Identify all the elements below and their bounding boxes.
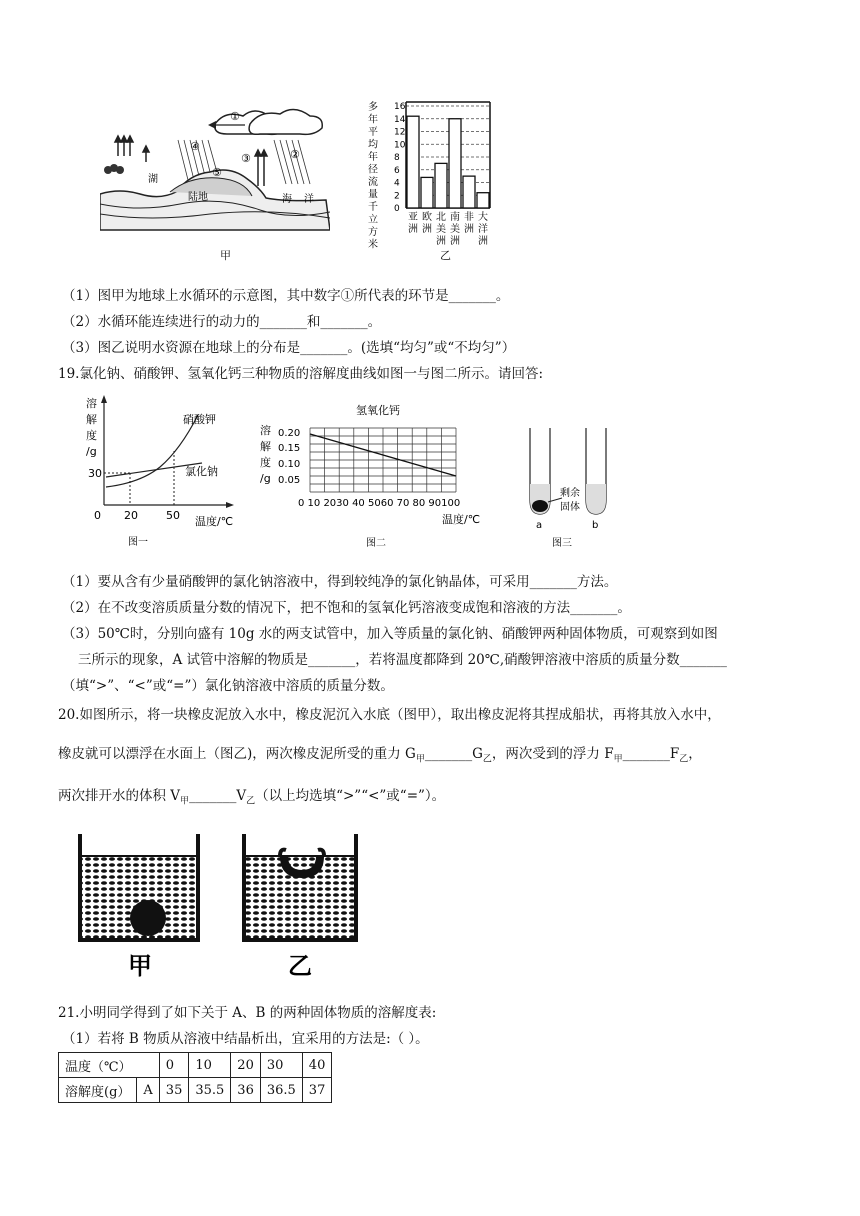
x-tick-label: 亚 <box>408 212 418 223</box>
y-tick-label: 6 <box>394 165 400 176</box>
q19-part2: （2）在不改变溶质质量分数的情况下，把不饱和的氢氧化钙溶液变成饱和溶液的方法_______。 <box>62 600 631 616</box>
label-5: ⑤ <box>212 166 222 179</box>
fig2-xlabel: 温度/℃ <box>442 513 481 526</box>
y-tick-label: 0 <box>394 204 400 214</box>
y-tick-label: 16 <box>394 102 406 112</box>
table-cell: 40 <box>302 1053 332 1078</box>
fig2-ylabel-3: 度 <box>260 456 271 469</box>
ylabel-char: 平 <box>368 127 378 138</box>
q19-stem: 19.氯化钠、硝酸钾、氢氧化钙三种物质的溶解度曲线如图一与图二所示。请回答: <box>58 366 544 382</box>
residue-label-1: 剩余 <box>560 488 580 499</box>
x-tick-label: 美 <box>450 224 460 235</box>
x-tick-label: 非 <box>464 212 474 223</box>
fig1-xlabel: 温度/℃ <box>195 515 234 528</box>
table-row <box>59 1078 332 1103</box>
x-tick-label: 欧 <box>422 212 432 223</box>
bar <box>477 193 489 208</box>
fig2-title: 氢氧化钙 <box>356 404 400 417</box>
table-cell: 36.5 <box>260 1078 302 1103</box>
q18-part3: （3）图乙说明水资源在地球上的分布是_______。(选填“均匀”或“不均匀”） <box>62 340 516 356</box>
fig1-ylabel-2: 解 <box>86 413 97 426</box>
q21-stem: 21.小明同学得到了如下关于 A、B 的两种固体物质的溶解度表: <box>58 1005 437 1021</box>
table-cell: 36 <box>231 1078 261 1103</box>
y-tick-label: 14 <box>394 114 406 125</box>
table-cell: 溶解度(g） <box>59 1078 137 1103</box>
q18-part1: （1）图甲为地球上水循环的示意图，其中数字①所代表的环节是_______。 <box>62 288 510 304</box>
fig2-ytick-015: 0.15 <box>278 443 301 454</box>
table-cell: 20 <box>231 1053 261 1078</box>
ylabel-char: 均 <box>368 139 378 151</box>
bar <box>407 116 419 208</box>
q20-line3: 两次排开水的体积 $V_甲\_\_\_\_\_\_\_V_乙$（以上均选填“>”“<”或“=”）。 <box>58 788 446 807</box>
bar <box>435 163 447 208</box>
tube-b-label: b <box>592 520 599 531</box>
y-tick-label: 10 <box>394 140 406 151</box>
label-2: ② <box>290 148 300 161</box>
y30-tick: 30 <box>88 467 102 480</box>
fig3-caption: 图三 <box>552 538 572 549</box>
ylabel-char: 方 <box>368 227 378 238</box>
fig2-caption: 图二 <box>366 538 386 549</box>
q19-part1: （1）要从含有少量硝酸钾的氯化钠溶液中，得到较纯净的氯化钠晶体，可采用_______方法。 <box>62 574 618 590</box>
x-tick-label: 洲 <box>422 224 432 235</box>
table-cell: 30 <box>260 1053 302 1078</box>
x-tick-label: 美 <box>436 224 446 235</box>
clay-beakers-figure <box>68 832 358 982</box>
solubility-table <box>58 1052 332 1103</box>
figure-yi-caption: 乙 <box>440 249 451 262</box>
x50-tick: 50 <box>166 509 180 522</box>
ylabel-char: 量 <box>368 189 378 201</box>
x-tick-label: 洲 <box>478 236 488 247</box>
table-cell: 温度（℃） <box>59 1053 160 1078</box>
fig2-ytick-010: 0.10 <box>278 459 301 470</box>
x-tick-label: 南 <box>450 212 460 223</box>
ylabel-char: 米 <box>368 239 378 251</box>
label-1: ① <box>230 110 240 123</box>
residue-label-2: 固体 <box>560 502 580 513</box>
x-tick-label: 洲 <box>408 224 418 235</box>
fig2-ylabel-1: 溶 <box>260 424 271 437</box>
fig2-ytick-020: 0.20 <box>278 428 301 439</box>
fig1-ylabel-4: /g <box>86 445 97 458</box>
bar <box>463 176 475 208</box>
x-tick-label: 洲 <box>450 236 460 247</box>
q20-line1: 20.如图所示，将一块橡皮泥放入水中，橡皮泥沉入水底（图甲），取出橡皮泥将其捏成船状，再将其放入水中， <box>58 707 721 723</box>
table-cell: 0 <box>159 1053 189 1078</box>
ylabel-char: 千 <box>368 202 378 213</box>
calcium-hydroxide-figure <box>256 400 496 550</box>
fig2-ylabel-2: 解 <box>260 440 271 453</box>
ylabel-char: 多 <box>368 102 378 113</box>
nacl-label: 氯化钠 <box>185 465 218 478</box>
label-ocean: 洋 <box>304 194 314 205</box>
bar <box>449 119 461 208</box>
label-4: ④ <box>190 140 200 153</box>
fig2-xticks: 0 10 2030 40 5060 70 80 90100 <box>298 498 461 509</box>
ylabel-char: 径 <box>368 164 378 176</box>
y-tick-label: 4 <box>394 178 400 189</box>
test-tubes-figure <box>520 420 620 550</box>
q21-part1: （1）若将 B 物质从溶液中结晶析出，宜采用的方法是:（ ）。 <box>62 1031 429 1047</box>
q19-part3c: （填“>”、“<”或“=”）氯化钠溶液中溶质的质量分数。 <box>62 678 394 694</box>
q18-part2: （2）水循环能连续进行的动力的_______和_______。 <box>62 314 382 330</box>
beaker-yi-caption: 乙 <box>288 952 312 980</box>
x-tick-label: 洋 <box>478 224 488 235</box>
kno3-label: 硝酸钾 <box>183 413 216 426</box>
fig2-ylabel-4: /g <box>260 472 271 485</box>
x20-tick: 20 <box>124 509 138 522</box>
fig1-ylabel-1: 溶 <box>86 397 97 410</box>
x-tick-label: 洲 <box>464 224 474 235</box>
bar <box>421 177 433 208</box>
table-cell: 35 <box>159 1078 189 1103</box>
table-cell: 37 <box>302 1078 332 1103</box>
table-cell: 35.5 <box>189 1078 231 1103</box>
y-tick-label: 2 <box>394 191 400 202</box>
label-sea: 海 <box>282 194 292 205</box>
fig1-ylabel-3: 度 <box>86 429 97 442</box>
table-row <box>59 1053 332 1078</box>
beaker-jia-caption: 甲 <box>128 952 152 980</box>
x-tick-label: 北 <box>436 212 446 223</box>
table-cell: 10 <box>189 1053 231 1078</box>
fig1-caption: 图一 <box>128 537 148 548</box>
tube-a-label: a <box>536 520 543 531</box>
solubility-curve-figure <box>80 395 250 550</box>
x-tick-label: 大 <box>478 212 488 223</box>
q20-line2: 橡皮就可以漂浮在水面上（图乙)，两次橡皮泥所受的重力 $G_甲\_\_\_\_\_\_\_G_乙$，两次受到的浮力 $F_甲\_\_\_\_\_\_\_F_乙$， <box>58 746 702 765</box>
y-tick-label: 12 <box>394 127 406 138</box>
x-tick-label: 洲 <box>436 236 446 247</box>
water-cycle-figure <box>100 104 330 264</box>
ylabel-char: 立 <box>368 214 378 226</box>
fig2-ytick-005: 0.05 <box>278 475 301 486</box>
label-land: 陆地 <box>188 192 208 203</box>
ylabel-char: 年 <box>368 114 378 126</box>
ylabel-char: 年 <box>368 152 378 163</box>
x0-tick: 0 <box>94 509 101 522</box>
label-3: ③ <box>241 152 251 165</box>
figure-jia-caption: 甲 <box>220 249 231 262</box>
y-tick-label: 8 <box>394 153 400 163</box>
table-cell: A <box>137 1078 159 1103</box>
runoff-bar-chart <box>366 100 496 260</box>
ylabel-char: 流 <box>368 177 378 188</box>
label-lake: 湖 <box>148 174 158 185</box>
q19-part3b: 三所示的现象，A 试管中溶解的物质是_______，若将温度都降到 20℃,硝酸钾溶液中溶质的质量分数_______ <box>78 652 727 668</box>
q19-part3a: （3）50℃时，分别向盛有 10g 水的两支试管中，加入等质量的氯化钠、硝酸钾两种固体物质，可观察到如图 <box>62 626 718 642</box>
